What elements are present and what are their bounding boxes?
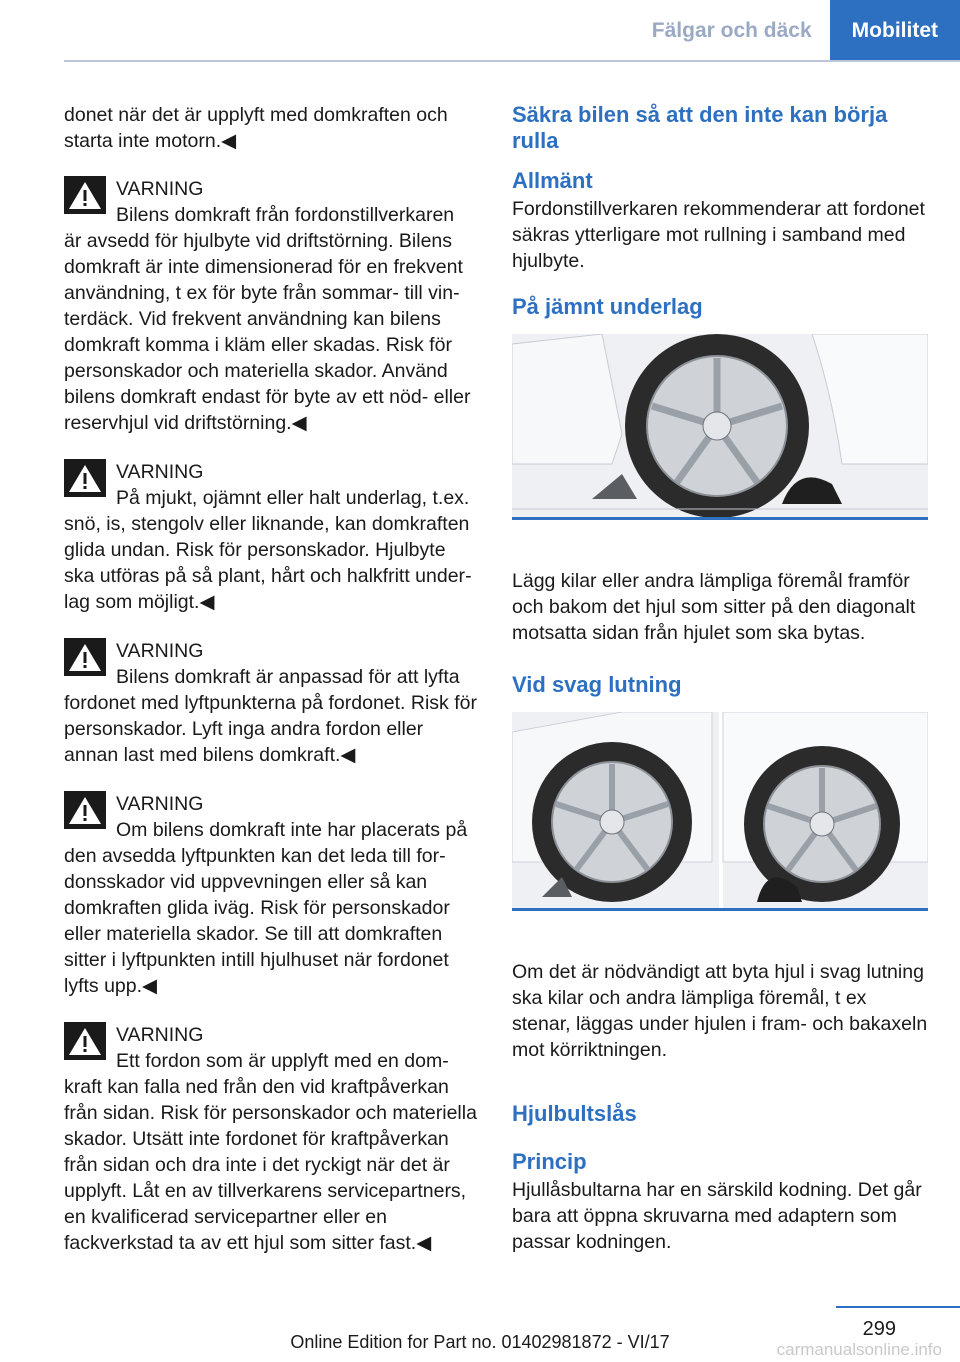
- warning-title: VARNING: [116, 1024, 204, 1046]
- warning-title: VARNING: [116, 793, 204, 815]
- warning-title: VARNING: [116, 461, 204, 483]
- slope-paragraph: Om det är nödvändigt att byta hjul i svag lutning ska kilar och andra lämpliga föremål, t ex stenar, läggas under hjulen i fram- och bakaxeln mot körriktningen.: [512, 961, 928, 1061]
- footer-edition: Online Edition for Part no. 01402981872 - VI/17: [290, 1332, 670, 1352]
- figure-level-ground: [512, 334, 928, 520]
- right-column: [512, 102, 928, 1255]
- warning-triangle-icon: [64, 1022, 106, 1060]
- warning-first-line: På mjukt, ojämnt eller halt underlag, t.ex.: [116, 487, 470, 509]
- subheading-general: Allmänt: [512, 168, 593, 193]
- general-paragraph: Fordonstillverkaren rekommenderar att fordonet säkras ytterligare mot rullning i samband med hjulbyte.: [512, 198, 925, 272]
- watermark: carmanualsonline.info: [776, 1340, 942, 1359]
- warning-triangle-icon: [64, 459, 106, 497]
- warning-first-line: Bilens domkraft är anpassad för att lyfta: [116, 666, 460, 688]
- section-heading: Säkra bilen så att den inte kan börja rulla: [512, 102, 888, 153]
- subheading-level-ground: På jämnt underlag: [512, 294, 703, 319]
- warning-title: VARNING: [116, 178, 204, 200]
- subheading-slope: Vid svag lutning: [512, 672, 682, 697]
- warning-block-1: [64, 174, 480, 436]
- warning-triangle-icon: [64, 638, 106, 676]
- warning-text: är avsedd för hjulbyte vid driftstörning. Bilens domkraft är inte dimensionerad för en frekvent användning, t ex för byte från sommar- till vinterdäck. Vid frekvent användning kan bilens domkraft komma i kläm eller skadas. Risk för personskador och materiella skador. Använd bilens domkraft endast för byte av ett nöd- eller reservhjul vid driftstörning.◀: [64, 230, 471, 434]
- warning-block-4: [64, 789, 480, 999]
- figure-slope: [512, 712, 928, 911]
- subheading-wheel-lock: Hjulbultslås: [512, 1101, 637, 1126]
- wheel-chock-illustration: [512, 334, 928, 517]
- principle-paragraph: Hjullåsbultarna har en särskild kodning. Det går bara att öppna skruvarna med adaptern som passar kodningen.: [512, 1179, 922, 1253]
- warning-text: fordonet med lyftpunkterna på fordonet. Risk för personskador. Lyft inga andra fordon eller annan last med bilens domkraft.◀: [64, 692, 477, 766]
- warning-title: VARNING: [116, 640, 204, 662]
- warning-text: kraft kan falla ned från den vid kraftpåverkan från sidan. Risk för personskador och materiella skador. Utsätt inte fordonet för kraftpåverkan från sidan och dra inte i det ryckigt när det är upplyft. Låt en av tillverkarens servicepartners, en kvalificerad servicepartner eller en fackverkstad ta av ett hjul som sitter fast.◀: [64, 1076, 477, 1254]
- tab-chapter[interactable]: Mobilitet: [830, 0, 960, 62]
- header-divider: [64, 60, 960, 62]
- slope-wheels-illustration: [512, 712, 928, 908]
- warning-triangle-icon: [64, 176, 106, 214]
- intro-paragraph: donet när det är upplyft med domkraften och starta inte motorn.◀: [64, 104, 448, 152]
- warning-first-line: Ett fordon som är upplyft med en dom-: [116, 1050, 449, 1072]
- warning-block-3: [64, 636, 480, 768]
- level-ground-paragraph: Lägg kilar eller andra lämpliga föremål framför och bakom det hjul som sitter på den diagonalt motsatta sidan från hjulet som ska bytas.: [512, 570, 916, 644]
- warning-first-line: Om bilens domkraft inte har placerats på: [116, 819, 468, 841]
- warning-block-5: [64, 1020, 480, 1256]
- warning-text: snö, is, stengolv eller liknande, kan domkraften glida undan. Risk för personskador. Hjulbyte ska utföras på så plant, hårt och halkfritt underlag som möjligt.◀: [64, 513, 472, 613]
- warning-first-line: Bilens domkraft från fordonstillverkaren: [116, 204, 455, 226]
- left-column: [64, 102, 480, 1277]
- subheading-principle: Princip: [512, 1149, 587, 1174]
- page-header: [634, 0, 960, 62]
- page-number: 299: [862, 1318, 896, 1340]
- warning-text: den avsedda lyftpunkten kan det leda till fordonsskador vid uppvevningen eller så kan domkraften glida iväg. Risk för personskador eller materiella skador. Se till att domkraften sitter i lyftpunkten intill hjulhuset när fordonet lyfts upp.◀: [64, 845, 450, 997]
- page-number-rule: [836, 1306, 960, 1308]
- warning-block-2: [64, 457, 480, 615]
- warning-triangle-icon: [64, 791, 106, 829]
- tab-section[interactable]: Fälgar och däck: [634, 0, 830, 62]
